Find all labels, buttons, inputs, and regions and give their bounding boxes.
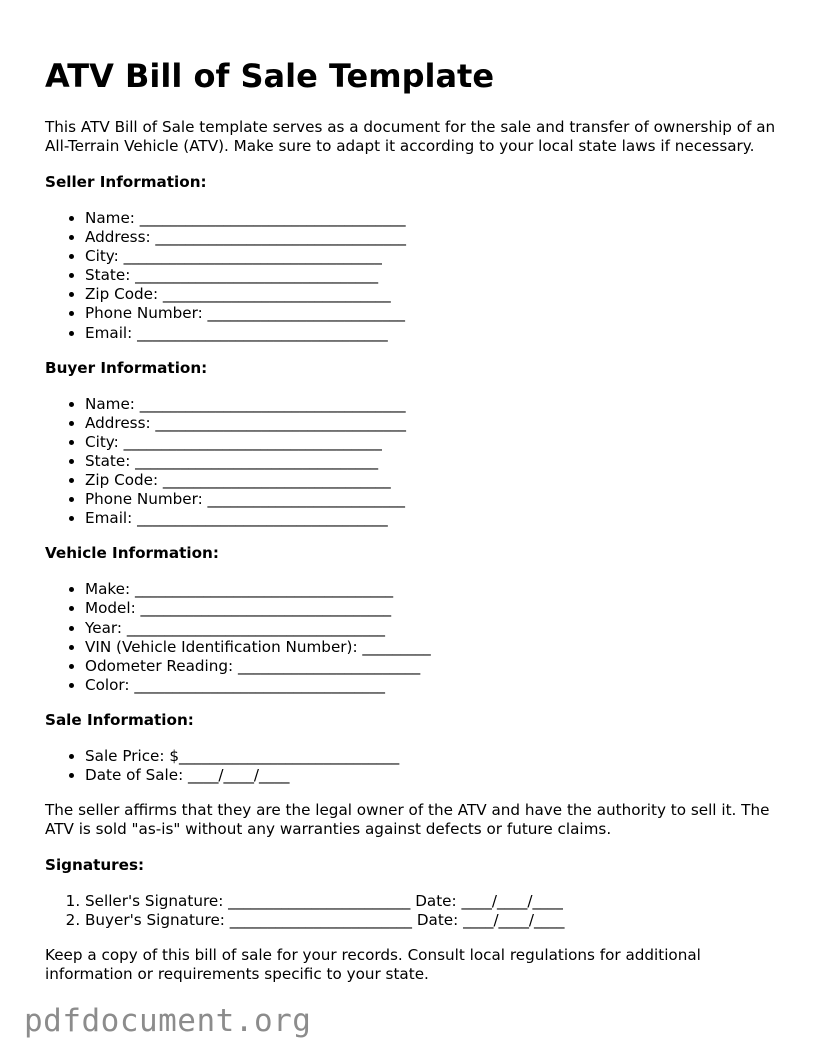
buyer-heading: Buyer Information:: [45, 358, 208, 377]
closing-paragraph: Keep a copy of this bill of sale for your records. Consult local regulations for additional information or requirements specific to your state.: [45, 946, 701, 984]
buyer-address-field: • Address: _________________________________: [85, 414, 785, 433]
seller-name-field: • Name: ___________________________________: [85, 209, 785, 228]
affirmation-paragraph: The seller affirms that they are the legal owner of the ATV and have the authority to sell it. The ATV is sold "as-is" without any warranties against defects or future claims.: [45, 801, 770, 839]
watermark-text: pdfdocument.org: [24, 1003, 312, 1039]
vehicle-make-field: • Make: __________________________________: [85, 580, 785, 599]
signatures-heading: Signatures:: [45, 856, 145, 875]
vehicle-year-field: • Year: __________________________________: [85, 619, 785, 638]
seller-zip-field: • Zip Code: ______________________________: [85, 285, 785, 304]
buyer-zip-field: • Zip Code: ______________________________: [85, 471, 785, 490]
document-page: [45, 56, 785, 1001]
seller-city-field: • City: __________________________________: [85, 247, 785, 266]
seller-field-list: [45, 209, 785, 343]
document-title: ATV Bill of Sale Template: [45, 57, 495, 95]
buyer-city-field: • City: __________________________________: [85, 433, 785, 452]
seller-address-field: • Address: _________________________________: [85, 228, 785, 247]
seller-email-field: • Email: _________________________________: [85, 324, 785, 343]
vehicle-heading: Vehicle Information:: [45, 544, 219, 563]
vehicle-color-field: • Color: _________________________________: [85, 676, 785, 695]
buyer-signature-line: 2. Buyer's Signature: ________________________ Date: ____/____/____: [85, 911, 785, 930]
seller-state-field: • State: ________________________________: [85, 266, 785, 285]
vehicle-model-field: • Model: _________________________________: [85, 599, 785, 618]
buyer-phone-field: • Phone Number: __________________________: [85, 490, 785, 509]
sale-date-field: • Date of Sale: ____/____/____: [85, 766, 785, 785]
vehicle-vin-field: • VIN (Vehicle Identification Number): _________: [85, 638, 785, 657]
vehicle-field-list: [45, 580, 785, 695]
sale-heading: Sale Information:: [45, 710, 194, 729]
buyer-name-field: • Name: ___________________________________: [85, 395, 785, 414]
intro-paragraph: This ATV Bill of Sale template serves as a document for the sale and transfer of ownership of an All-Terrain Vehicle (ATV). Make sure to adapt it according to your local state laws if necessary.: [45, 118, 776, 155]
seller-phone-field: • Phone Number: __________________________: [85, 304, 785, 323]
buyer-state-field: • State: ________________________________: [85, 452, 785, 471]
seller-heading: Seller Information:: [45, 173, 207, 191]
sale-field-list: [45, 747, 785, 785]
buyer-field-list: [45, 395, 785, 529]
signature-list: [45, 892, 785, 930]
vehicle-odometer-field: • Odometer Reading: ________________________: [85, 657, 785, 676]
buyer-email-field: • Email: _________________________________: [85, 509, 785, 528]
seller-signature-line: 1. Seller's Signature: ________________________ Date: ____/____/____: [85, 892, 785, 911]
sale-price-field: • Sale Price: $_____________________________: [85, 747, 785, 766]
